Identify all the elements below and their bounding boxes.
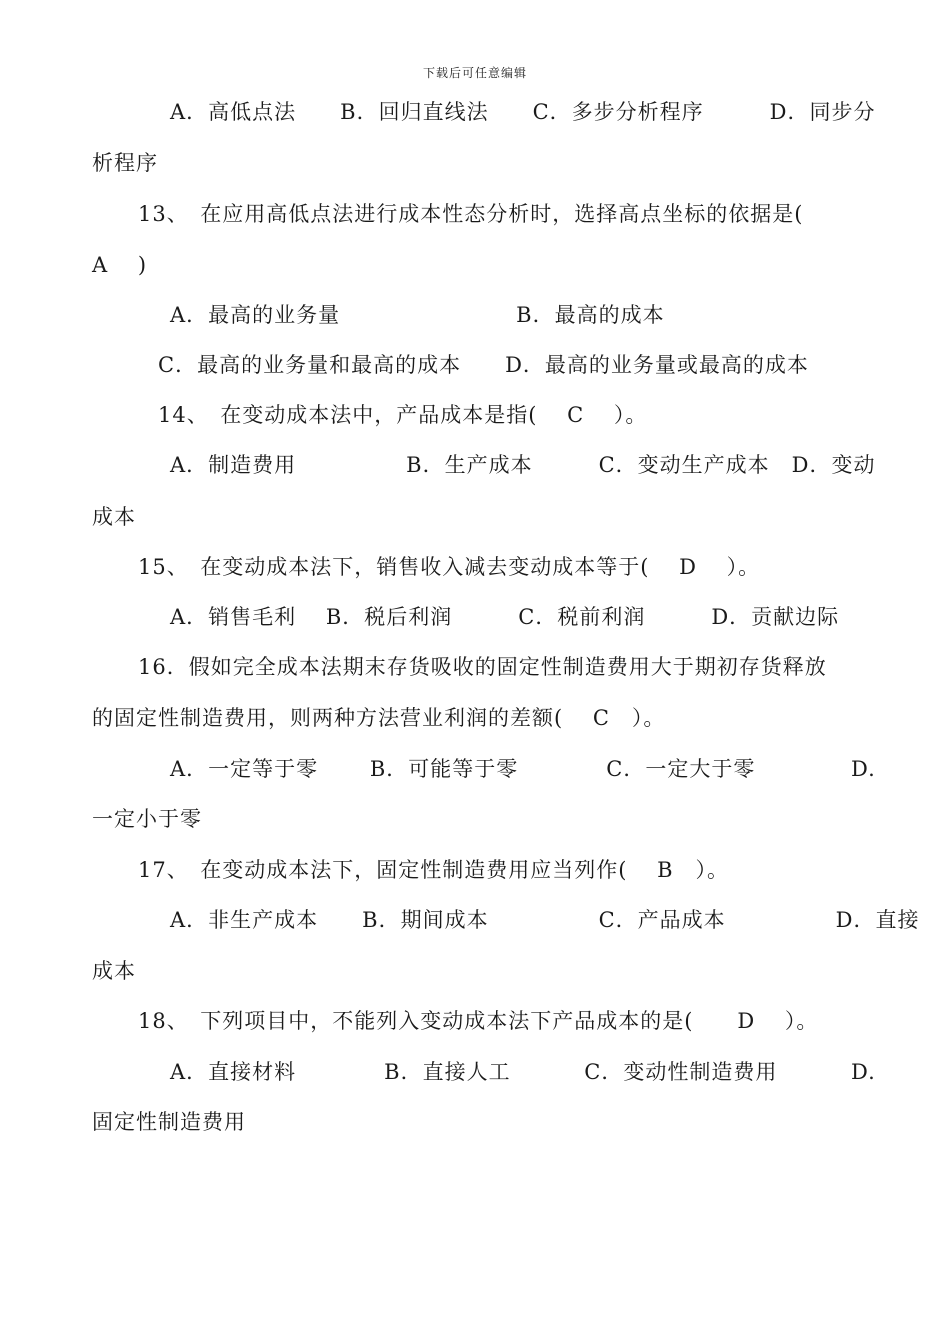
text-line: 15、 在变动成本法下，销售收入减去变动成本等于( D ）。	[138, 555, 761, 579]
text-line: 一定小于零	[92, 807, 202, 831]
text-line: A )	[92, 253, 148, 277]
text-line: A．一定等于零 B．可能等于零 C．一定大于零 D.	[170, 757, 876, 781]
text-line: 成本	[92, 505, 136, 529]
text-line: 的固定性制造费用，则两种方法营业利润的差额( C ）。	[92, 706, 666, 730]
text-line: 14、 在变动成本法中，产品成本是指( C ）。	[158, 403, 648, 427]
text-line: 成本	[92, 959, 136, 983]
text-line: A．最高的业务量 B．最高的成本	[170, 303, 665, 327]
text-line: 13、 在应用高低点法进行成本性态分析时，选择高点坐标的依据是(	[138, 202, 804, 226]
text-line: 18、 下列项目中，不能列入变动成本法下产品成本的是( D ）。	[138, 1009, 819, 1033]
page-header: 下载后可任意编辑	[422, 66, 527, 80]
text-line: A．制造费用 B．生产成本 C．变动生产成本 D．变动	[170, 453, 876, 477]
text-line: A．直接材料 B．直接人工 C．变动性制造费用 D.	[170, 1060, 876, 1084]
text-line: 16．假如完全成本法期末存货吸收的固定性制造费用大于期初存货释放	[138, 655, 827, 679]
text-line: C．最高的业务量和最高的成本 D．最高的业务量或最高的成本	[158, 353, 809, 377]
text-line: 固定性制造费用	[92, 1110, 246, 1134]
text-line: 析程序	[92, 151, 158, 175]
text-line: A．销售毛利 B．税后利润 C．税前利润 D．贡献边际	[170, 605, 840, 629]
text-line: 17、 在变动成本法下，固定性制造费用应当列作( B ）。	[138, 858, 730, 882]
text-line: A．非生产成本 B．期间成本 C．产品成本 D．直接	[170, 908, 920, 932]
text-line: A．高低点法 B．回归直线法 C．多步分析程序 D．同步分	[170, 100, 876, 124]
